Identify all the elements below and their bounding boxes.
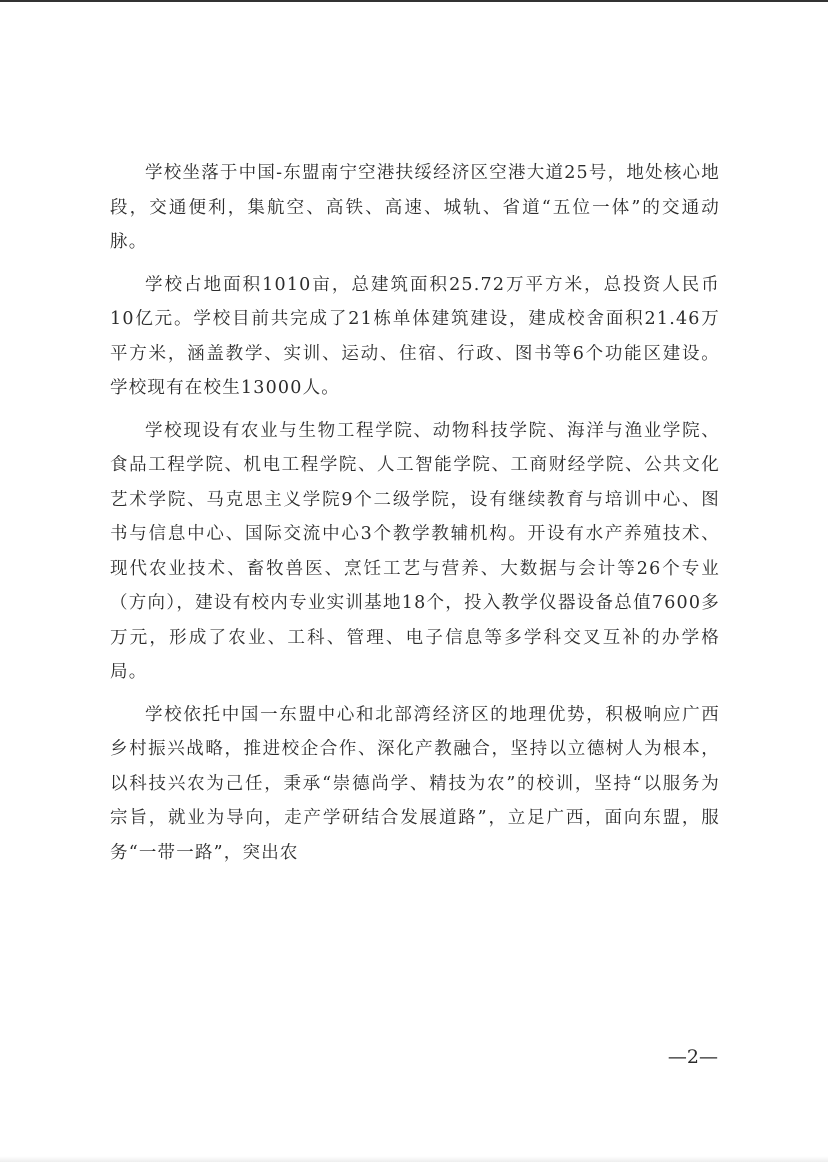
page-bottom-edge bbox=[0, 1156, 828, 1162]
paragraph-colleges: 学校现设有农业与生物工程学院、动物科技学院、海洋与渔业学院、食品工程学院、机电工程学院、人工智能学院、工商财经学院、公共文化艺术学院、马克思主义学院9个二级学院，设有继续教育与培训中心、图书与信息中心、国际交流中心3个教学教辅机构。开设有水产养殖技术、现代农业技术、畜牧兽医、烹饪工艺与营养、大数据与会计等26个专业（方向），建设有校内专业实训基地18个，投入教学仪器设备总值7600多万元，形成了农业、工科、管理、电子信息等多学科交叉互补的办学格局。 bbox=[110, 420, 720, 682]
paragraph-location: 学校坐落于中国-东盟南宁空港扶绥经济区空港大道25号，地处核心地段，交通便利，集航空、高铁、高速、城轨、省道“五位一体”的交通动脉。 bbox=[110, 163, 720, 252]
paragraph-mission: 学校依托中国一东盟中心和北部湾经济区的地理优势，积极响应广西乡村振兴战略，推进校企合作、深化产教融合，坚持以立德树人为根本，以科技兴农为己任，秉承“崇德尚学、精技为农”的校训，坚持“以服务为宗旨，就业为导向，走产学研结合发展道路”，立足广西，面向东盟，服务“一带一路”，突出农 bbox=[110, 704, 720, 863]
document-body bbox=[110, 156, 720, 870]
page-number: —2— bbox=[667, 1046, 718, 1068]
paragraph-campus-size: 学校占地面积1010亩，总建筑面积25.72万平方米，总投资人民币10亿元。学校目前共完成了21栋单体建筑建设，建成校舍面积21.46万平方米，涵盖教学、实训、运动、住宿、行政、图书等6个功能区建设。学校现有在校生13000人。 bbox=[110, 274, 720, 398]
